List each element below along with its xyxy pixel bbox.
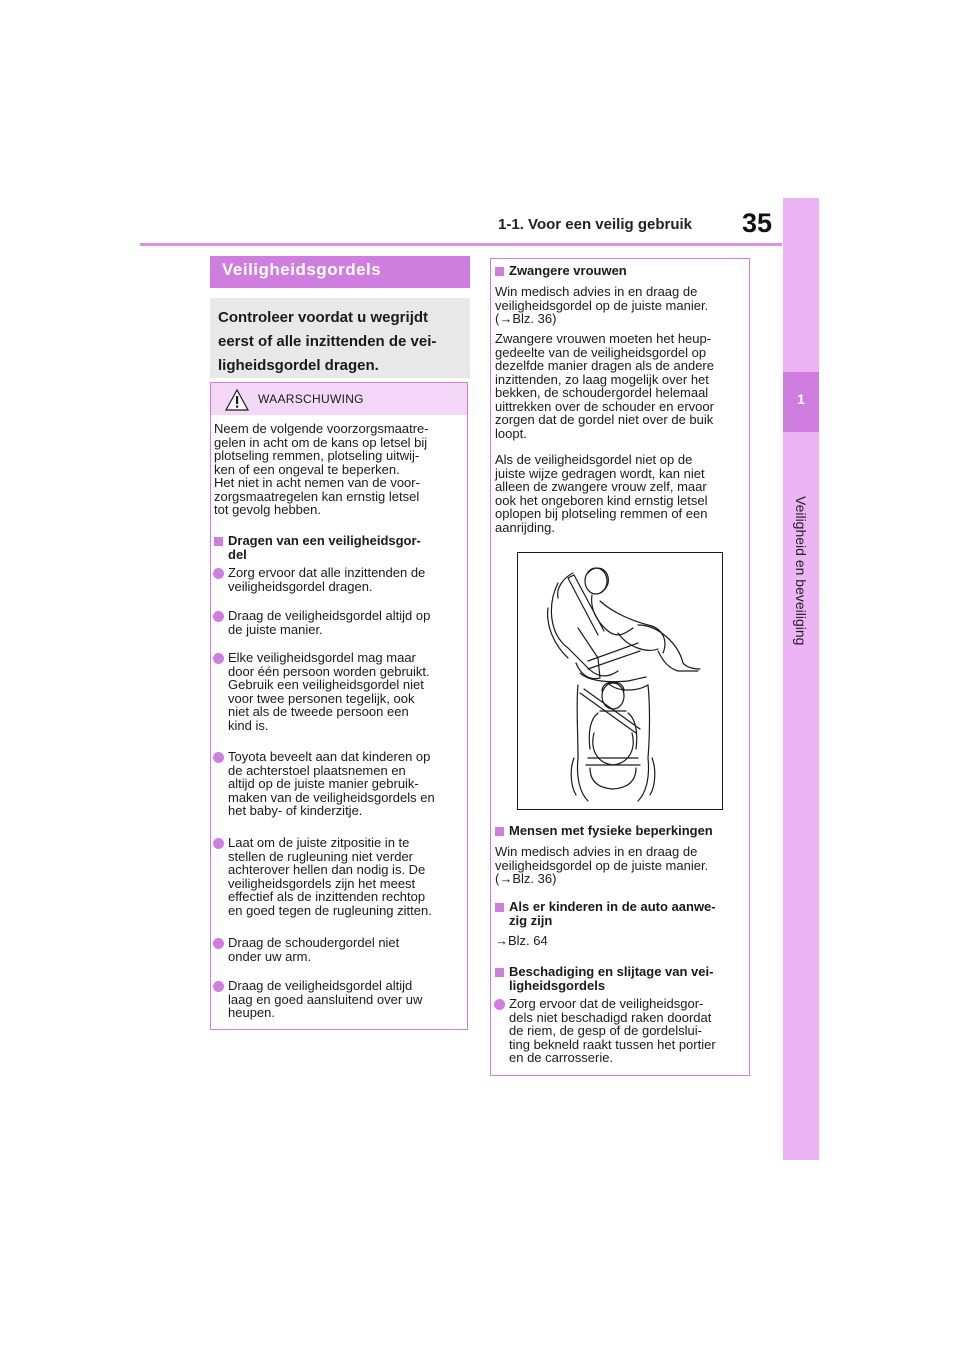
pregnant-paragraph-2	[495, 332, 747, 440]
text-line: heupen.	[228, 1005, 275, 1020]
chapter-side-strip	[783, 198, 819, 1160]
text-line: de riem, de gesp of de gordelslui-	[509, 1023, 702, 1038]
chapter-label: Veiligheid en beveiliging	[793, 496, 809, 646]
page-title: Veiligheidsgordels	[222, 260, 382, 279]
intro-line: ligheidsgordel dragen.	[218, 357, 379, 374]
text-line: Draag de schoudergordel niet	[228, 935, 400, 950]
disabled-heading: Mensen met fysieke beperkingen	[509, 823, 713, 838]
text-line: juiste wijze gedragen wordt, kan niet	[495, 465, 705, 481]
pregnant-paragraph-3	[495, 453, 747, 534]
bullet-dot	[213, 938, 224, 949]
text-line: gelen in acht om de kans op letsel bij	[214, 434, 428, 450]
text-line: Zorg ervoor dat de veiligheidsgor-	[509, 996, 704, 1011]
chapter-number: 1	[797, 391, 805, 407]
text-line: niet als de tweede persoon een	[228, 704, 409, 719]
heading-square-marker	[495, 968, 504, 977]
text-line: del	[228, 546, 247, 562]
text-line: Win medisch advies in en draag de	[495, 284, 698, 299]
text-line: aanrijding.	[495, 519, 555, 535]
text-line: laag en goed aansluitend over uw	[228, 991, 423, 1007]
intro-line: eerst of alle inzittenden de vei-	[218, 333, 437, 350]
text-line: stellen de rugleuning niet verder	[228, 848, 414, 864]
damage-heading	[509, 965, 747, 992]
children-heading	[509, 900, 747, 927]
heading-square-marker	[495, 827, 504, 836]
text-line: (→Blz. 36)	[495, 871, 557, 886]
warning-title: WAARSCHUWING	[258, 392, 364, 406]
bullet-dot	[494, 999, 505, 1010]
text-line: altijd op de juiste manier gebruik-	[228, 776, 419, 791]
bullet-dot	[213, 752, 224, 763]
text-line: tot gevolg hebben.	[214, 502, 321, 517]
text-line: alleen de zwangere vrouw zelf, maar	[495, 479, 707, 494]
disabled-paragraph	[495, 845, 747, 886]
text-line: Draag de veiligheidsgordel altijd	[228, 978, 413, 993]
text-line: gedeelte van de veiligheidsgordel op	[495, 344, 707, 360]
section-title: 1-1. Voor een veilig gebruik	[498, 216, 692, 233]
text-line: Elke veiligheidsgordel mag maar	[228, 650, 416, 665]
text-line: ken of een ongeval te beperken.	[214, 461, 400, 477]
text-line: Win medisch advies in en draag de	[495, 844, 698, 859]
page-number: 35	[741, 208, 772, 238]
text-line: maken van de veiligheidsgordels en	[228, 789, 435, 805]
text-line: inzittenden, zo laag mogelijk over het	[495, 371, 709, 387]
text-line: zorgen dat de gordel niet over de buik	[495, 412, 714, 427]
pregnant-woman-seatbelt-illustration	[518, 553, 722, 809]
warning-bullet	[228, 609, 466, 636]
intro-text	[218, 306, 464, 378]
text-line: ligheidsgordels	[509, 977, 606, 993]
text-line: Gebruik een veiligheidsgordel niet	[228, 677, 424, 692]
text-line: ting bekneld raakt tussen het portier	[509, 1036, 716, 1052]
heading-square-marker	[495, 903, 504, 912]
text-line: uittrekken over de schouder en ervoor	[495, 398, 714, 414]
text-line: Draag de veiligheidsgordel altijd op	[228, 608, 431, 623]
pregnant-paragraph-1	[495, 285, 747, 326]
bullet-dot	[213, 981, 224, 992]
pregnant-heading: Zwangere vrouwen	[509, 263, 627, 278]
text-line: dezelfde manier dragen als de andere	[495, 358, 714, 373]
text-line: loopt.	[495, 425, 527, 441]
text-line: ook het ongeboren kind ernstig letsel	[495, 492, 708, 508]
warning-bullet	[228, 750, 466, 818]
text-line: veiligheidsgordel op de juiste manier.	[495, 297, 709, 313]
text-line: Zwangere vrouwen moeten het heup-	[495, 331, 712, 346]
bullet-dot	[213, 838, 224, 849]
text-line: effectief als de inzittenden rechtop	[228, 889, 426, 904]
text-line: en goed tegen de rugleuning zitten.	[228, 902, 432, 918]
warning-bullet	[228, 836, 466, 917]
warning-bullet	[228, 566, 466, 593]
text-line: onder uw arm.	[228, 948, 312, 964]
text-line: Toyota beveelt aan dat kinderen op	[228, 749, 431, 764]
header-rule	[140, 243, 782, 246]
text-line: Als er kinderen in de auto aanwe-	[509, 899, 716, 914]
text-line: Neem de volgende voorzorgsmaatre-	[214, 421, 429, 436]
text-line: kind is.	[228, 717, 269, 733]
text-line: oplopen bij plotseling remmen of een	[495, 506, 708, 521]
text-line: dels niet beschadigd raken doordat	[509, 1009, 712, 1025]
text-line: en de carrosserie.	[509, 1050, 614, 1065]
text-line: Beschadiging en slijtage van vei-	[509, 964, 714, 979]
warning-triangle-icon	[225, 389, 249, 411]
warning-heading	[228, 534, 466, 561]
intro-line: Controleer voordat u wegrijdt	[218, 309, 429, 326]
text-line: achterover hellen dan nodig is. De	[228, 862, 426, 877]
warning-bullet	[228, 651, 466, 732]
text-line: de achterstoel plaatsnemen en	[228, 762, 406, 778]
text-line: voor twee personen tegelijk, ook	[228, 690, 415, 706]
text-line: plotseling remmen, plotseling uitwij-	[214, 448, 420, 463]
text-line: Als de veiligheidsgordel niet op de	[495, 452, 693, 467]
text-line: zig zijn	[509, 912, 553, 928]
heading-square-marker	[495, 267, 504, 276]
text-line: Zorg ervoor dat alle inzittenden de	[228, 565, 426, 580]
text-line: bekken, de schoudergordel helemaal	[495, 385, 709, 400]
children-reference: →Blz. 64	[495, 933, 548, 948]
heading-square-marker	[214, 537, 223, 546]
warning-bullet	[228, 979, 466, 1020]
text-line: Laat om de juiste zitpositie in te	[228, 835, 410, 850]
text-line: de juiste manier.	[228, 621, 323, 637]
text-line: Het niet in acht nemen van de voor-	[214, 475, 420, 490]
text-line: zorgsmaatregelen kan ernstig letsel	[214, 488, 420, 504]
warning-intro	[214, 422, 464, 517]
bullet-dot	[213, 568, 224, 579]
text-line: veiligheidsgordels zijn het meest	[228, 875, 416, 891]
bullet-dot	[213, 611, 224, 622]
bullet-dot	[213, 653, 224, 664]
text-line: veiligheidsgordel dragen.	[228, 578, 373, 594]
text-line: (→Blz. 36)	[495, 311, 557, 326]
warning-bullet	[228, 936, 466, 963]
text-line: Dragen van een veiligheidsgor-	[228, 533, 421, 548]
text-line: het baby- of kinderzitje.	[228, 803, 363, 818]
text-line: door één persoon worden gebruikt.	[228, 663, 430, 679]
damage-bullet	[509, 997, 747, 1065]
text-line: veiligheidsgordel op de juiste manier.	[495, 857, 709, 873]
